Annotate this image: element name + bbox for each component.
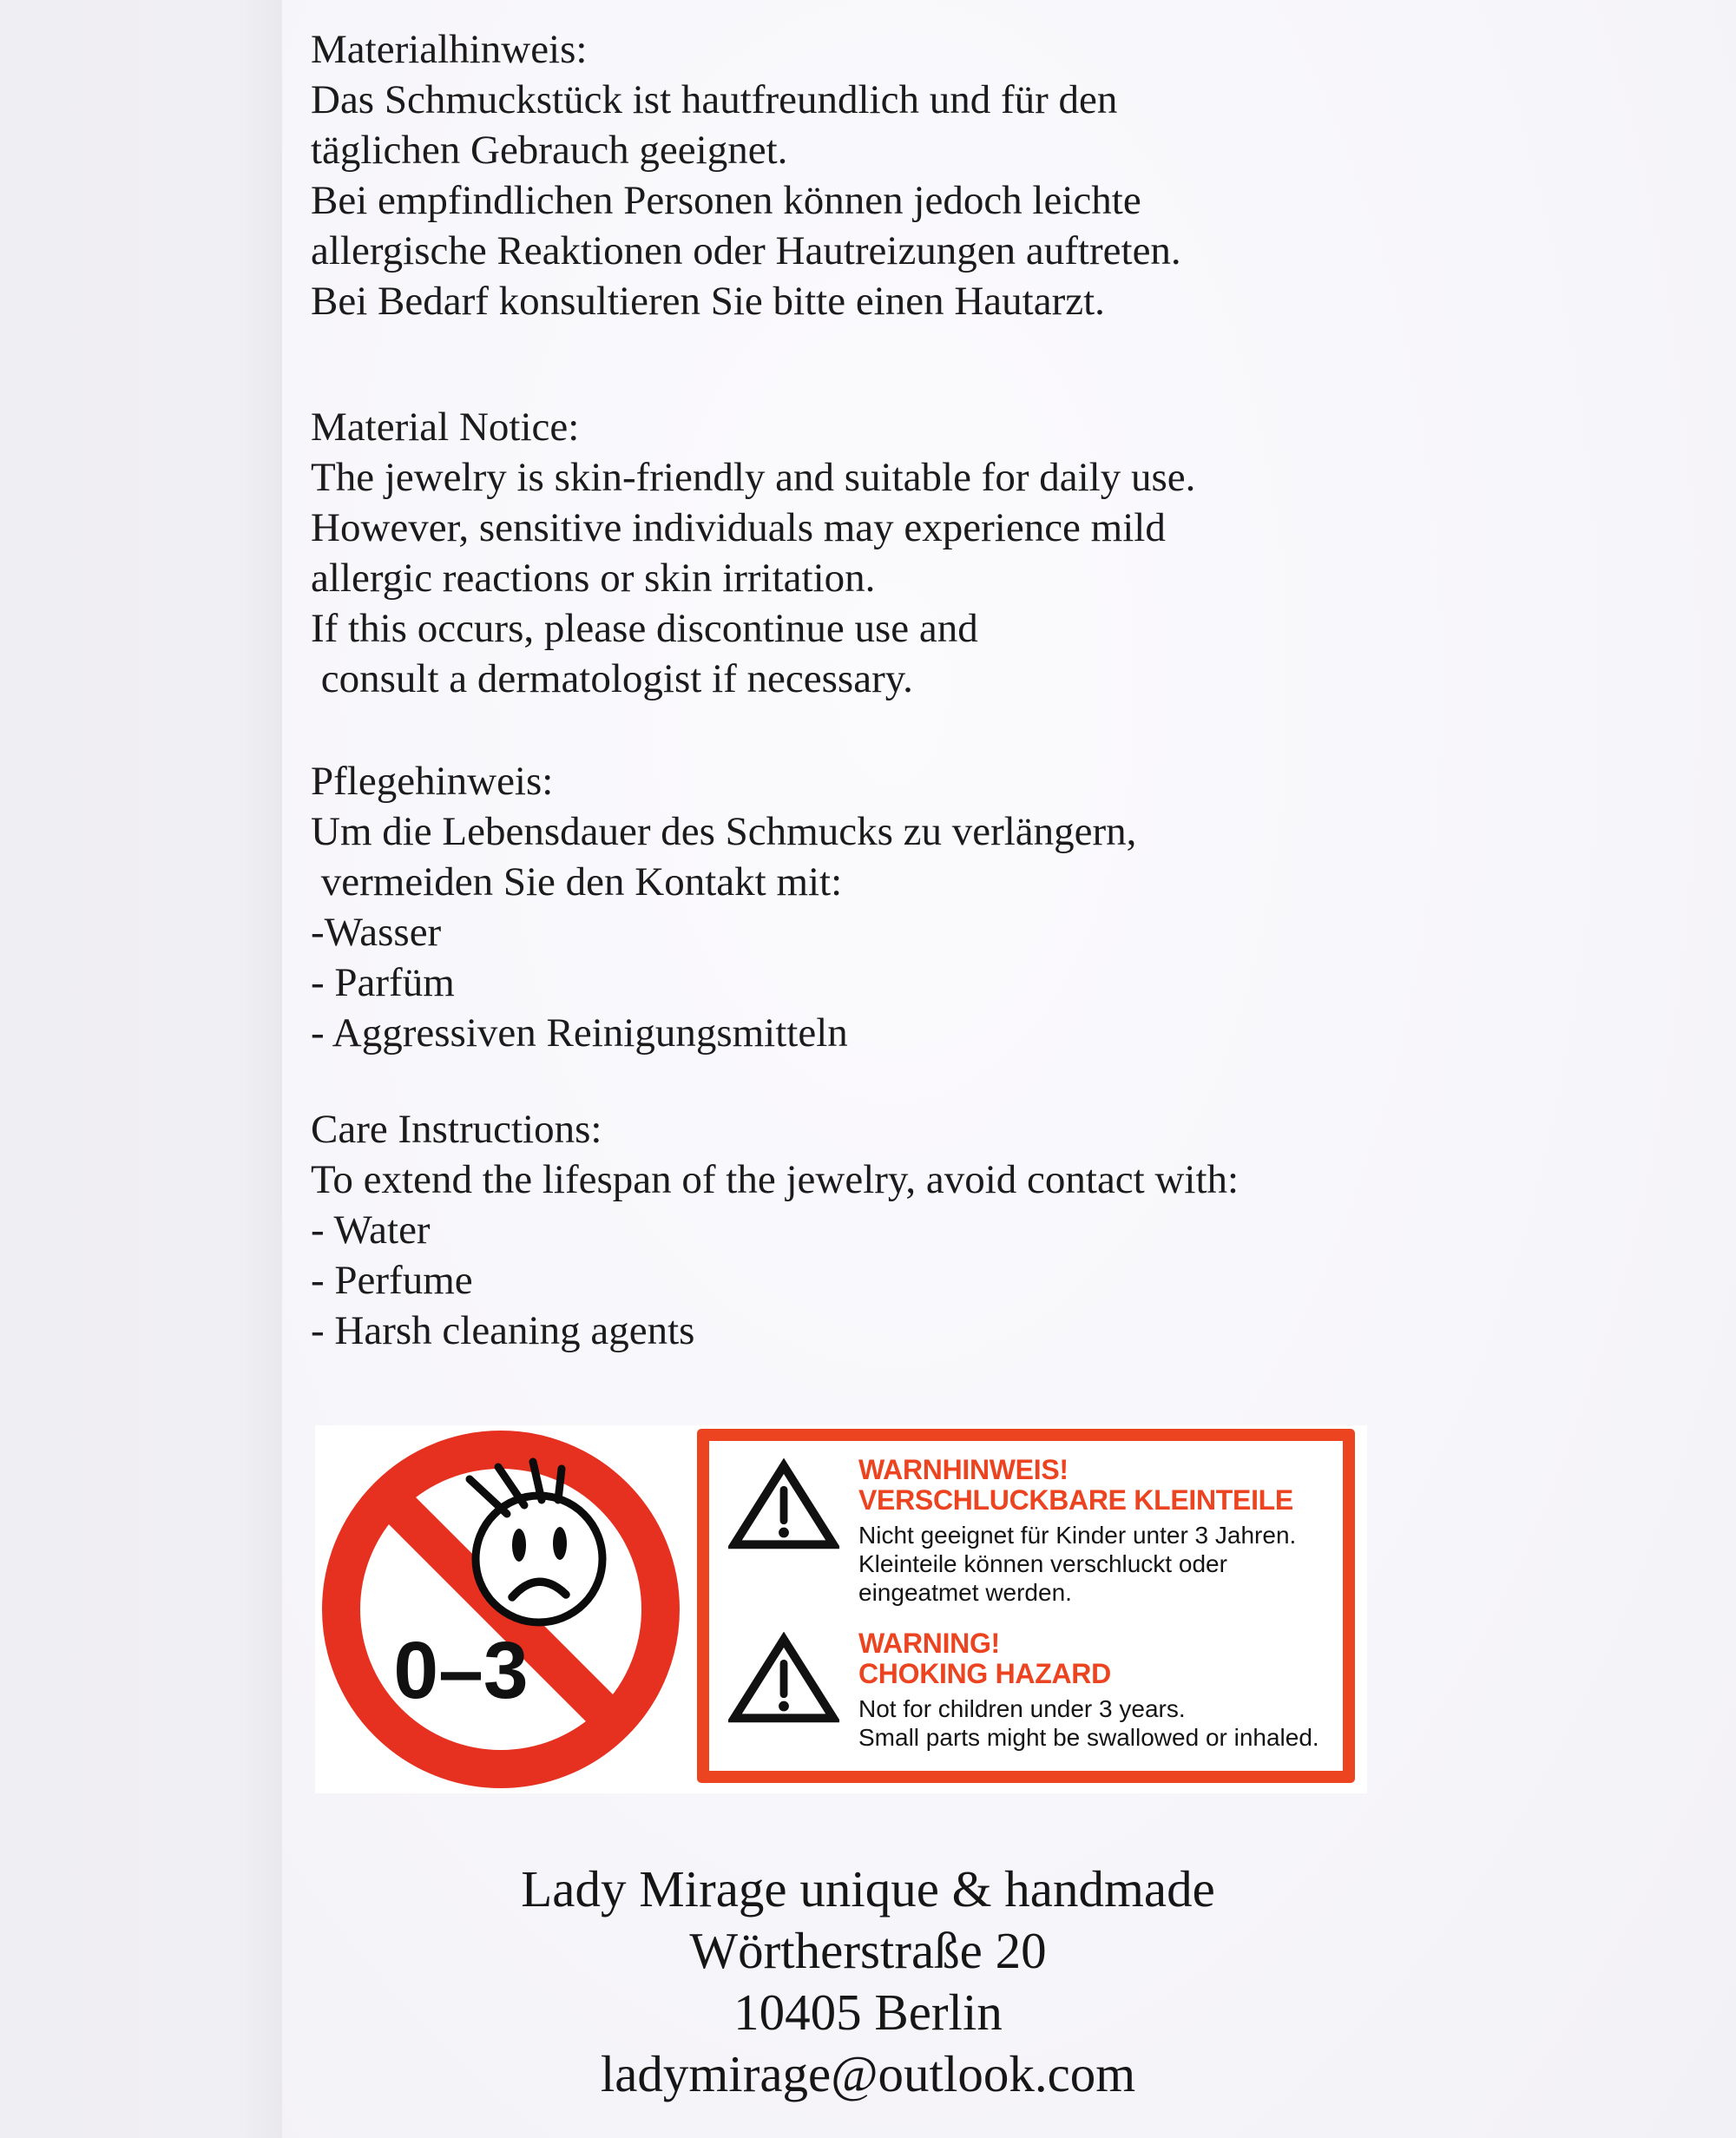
list-item-line: - Harsh cleaning agents bbox=[311, 1308, 695, 1353]
city-address: 10405 Berlin bbox=[733, 1983, 1003, 2041]
warning-body-line: eingeatmet werden. bbox=[858, 1579, 1072, 1606]
warning-triangle-icon bbox=[728, 1632, 839, 1727]
page-left-margin bbox=[0, 0, 282, 2138]
warning-section-en bbox=[709, 1628, 1343, 1752]
section-heading: Pflegehinweis: bbox=[311, 759, 554, 804]
list-item-line: - Aggressiven Reinigungsmitteln bbox=[311, 1010, 848, 1056]
section-material-notice-de bbox=[311, 24, 1543, 326]
warning-section-de bbox=[709, 1455, 1343, 1607]
section-heading: Care Instructions: bbox=[311, 1107, 602, 1152]
warning-body-line: Nicht geeignet für Kinder unter 3 Jahren. bbox=[858, 1522, 1297, 1549]
warning-text-box bbox=[697, 1429, 1355, 1783]
list-item-line: - Water bbox=[311, 1207, 431, 1253]
warning-subtitle: VERSCHLUCKBARE KLEINTEILE bbox=[858, 1484, 1293, 1516]
warning-body-line: Kleinteile können verschluckt oder bbox=[858, 1550, 1227, 1577]
text-line: Bei empfindlichen Personen können jedoch leichte bbox=[311, 178, 1141, 223]
warning-icon-column bbox=[709, 1455, 858, 1554]
warning-icon-column bbox=[709, 1628, 858, 1727]
section-care-instructions-en bbox=[311, 1104, 1543, 1356]
email-address: ladymirage@outlook.com bbox=[600, 2045, 1136, 2102]
text-line: If this occurs, please discontinue use and bbox=[311, 606, 978, 651]
text-line: Das Schmuckstück ist hautfreundlich und für den bbox=[311, 77, 1118, 122]
warning-triangle-icon bbox=[728, 1458, 839, 1554]
warning-subtitle: CHOKING HAZARD bbox=[858, 1658, 1111, 1689]
text-line: The jewelry is skin-friendly and suitable for daily use. bbox=[311, 455, 1196, 500]
list-item-line: - Parfüm bbox=[311, 960, 455, 1005]
no-children-0-3-icon bbox=[322, 1431, 680, 1788]
list-item-line: - Perfume bbox=[311, 1258, 473, 1303]
text-line: consult a dermatologist if necessary. bbox=[311, 656, 913, 701]
section-heading: Materialhinweis: bbox=[311, 27, 588, 72]
text-line: To extend the lifespan of the jewelry, avoid contact with: bbox=[311, 1157, 1240, 1202]
warning-body-line: Not for children under 3 years. bbox=[858, 1695, 1186, 1722]
section-heading: Material Notice: bbox=[311, 405, 580, 450]
street-address: Wörtherstraße 20 bbox=[689, 1922, 1047, 1979]
text-line: vermeiden Sie den Kontakt mit: bbox=[311, 859, 843, 905]
section-care-instructions-de bbox=[311, 756, 1543, 1058]
warning-text-en bbox=[858, 1628, 1343, 1752]
text-line: allergische Reaktionen oder Hautreizungen auftreten. bbox=[311, 228, 1181, 273]
warning-text-de bbox=[858, 1455, 1343, 1607]
warning-title: WARNING! bbox=[858, 1628, 1000, 1659]
footer-address bbox=[0, 1858, 1736, 2105]
text-line: Um die Lebensdauer des Schmucks zu verlängern, bbox=[311, 809, 1137, 854]
choking-hazard-label bbox=[315, 1425, 1367, 1793]
text-line: However, sensitive individuals may experience mild bbox=[311, 505, 1166, 550]
text-line: täglichen Gebrauch geeignet. bbox=[311, 128, 788, 173]
text-line: Bei Bedarf konsultieren Sie bitte einen Hautarzt. bbox=[311, 279, 1105, 324]
section-material-notice-en bbox=[311, 402, 1543, 704]
brand-name: Lady Mirage unique & handmade bbox=[521, 1860, 1215, 1918]
warning-body-line: Small parts might be swallowed or inhaled. bbox=[858, 1724, 1319, 1751]
age-range-text: 0–3 bbox=[393, 1625, 529, 1715]
list-item-line: -Wasser bbox=[311, 910, 442, 955]
text-line: allergic reactions or skin irritation. bbox=[311, 556, 876, 601]
warning-title: WARNHINWEIS! bbox=[858, 1454, 1069, 1485]
